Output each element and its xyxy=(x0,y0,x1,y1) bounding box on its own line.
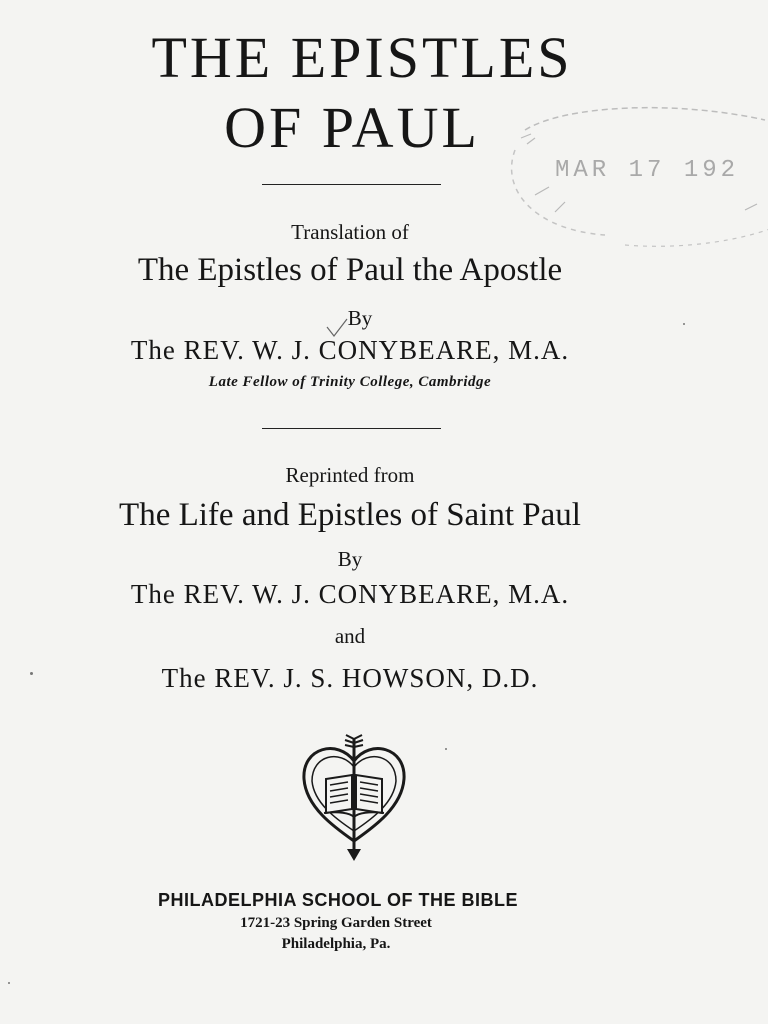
publisher-city: Philadelphia, Pa. xyxy=(281,936,391,952)
publisher-street: 1721-23 Spring Garden Street xyxy=(240,915,432,931)
translation-by: By xyxy=(347,306,373,330)
paper-speck xyxy=(8,982,10,984)
reprint-author-2: The REV. J. S. HOWSON, D.D. xyxy=(161,663,539,693)
paper-speck xyxy=(30,672,33,675)
stamp-date: MAR 17 192 xyxy=(555,157,740,184)
book-title-line-2: OF PAUL xyxy=(224,95,480,160)
reprint-work-title: The Life and Epistles of Saint Paul xyxy=(119,497,581,533)
author-affiliation: Late Fellow of Trinity College, Cambridge xyxy=(208,374,492,390)
reprint-author-1: The REV. W. J. CONYBEARE, M.A. xyxy=(130,579,570,609)
book-title-line-1: THE EPISTLES xyxy=(151,25,573,90)
divider-rule-top xyxy=(262,184,441,185)
reprint-by: By xyxy=(337,547,363,571)
publisher-name: PHILADELPHIA SCHOOL OF THE BIBLE xyxy=(157,890,518,910)
divider-rule-middle xyxy=(262,428,441,429)
pencil-check-mark-icon xyxy=(326,318,348,338)
translation-work-title: The Epistles of Paul the Apostle xyxy=(137,252,563,288)
reprint-intro: Reprinted from xyxy=(285,463,415,487)
publisher-emblem-icon xyxy=(298,733,410,863)
paper-speck xyxy=(445,748,447,750)
paper-speck xyxy=(683,323,685,325)
translation-intro: Translation of xyxy=(291,220,409,244)
translation-author: The REV. W. J. CONYBEARE, M.A. xyxy=(130,335,570,365)
reprint-and: and xyxy=(334,624,366,648)
